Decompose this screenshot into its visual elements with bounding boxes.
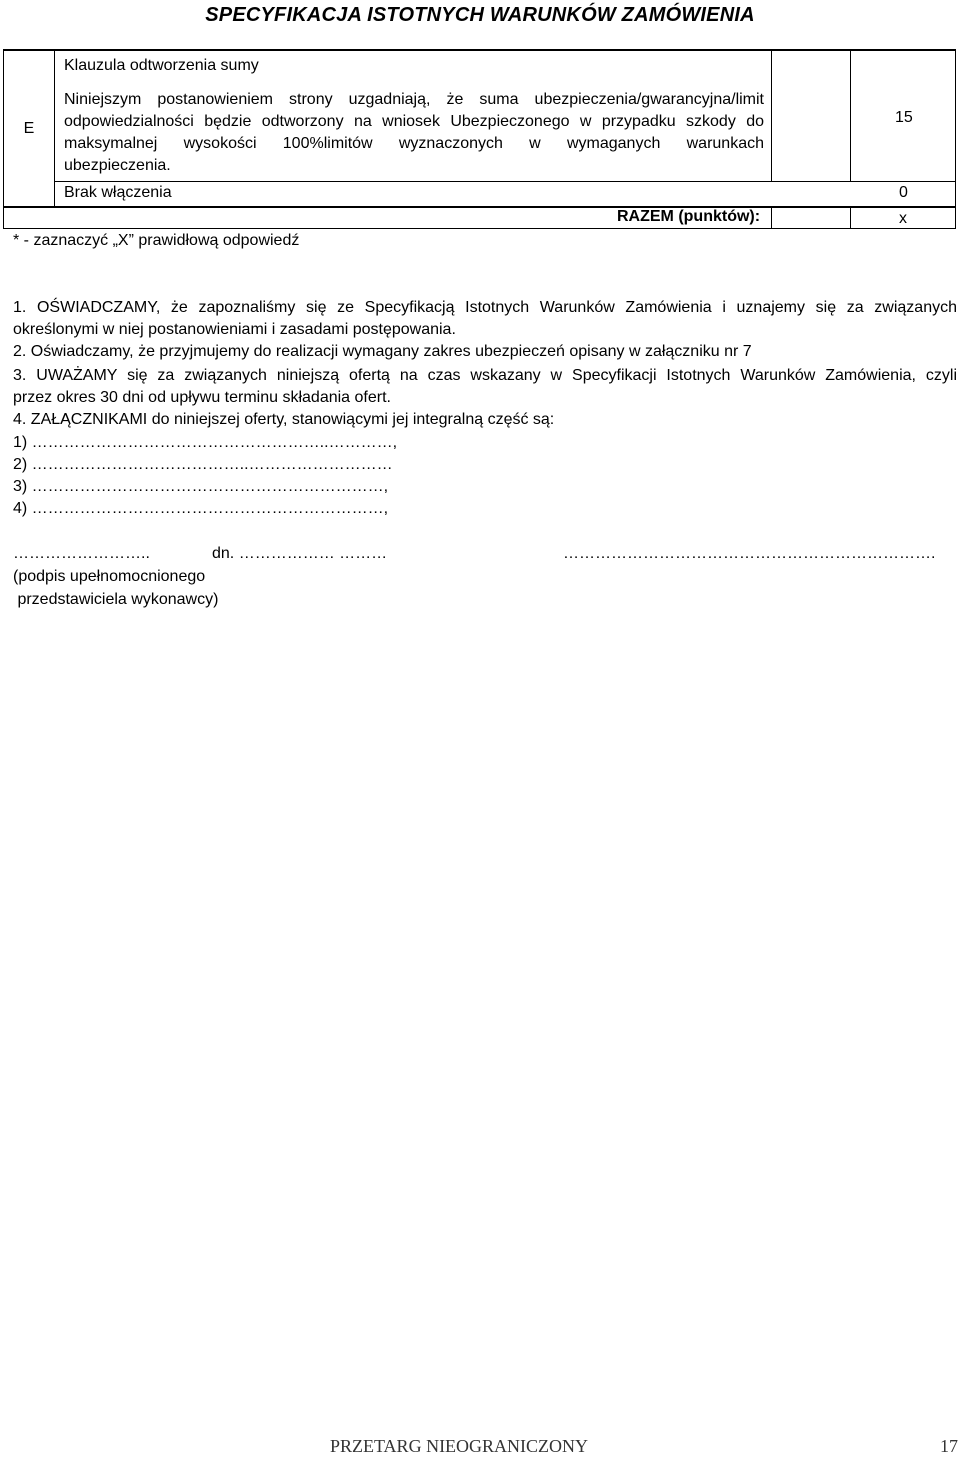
- attachment-line: 4) …………………………………………………………,: [13, 500, 389, 517]
- table-divider: [54, 51, 55, 206]
- declaration-line: 3. UWAŻAMY się za związanych niniejszą ofertą na czas wskazany w Specyfikacji Istotnych Warunków Zamówienia, czyli: [13, 367, 957, 384]
- option-label: Brak włączenia: [64, 184, 172, 201]
- clause-text-line: ubezpieczenia.: [64, 157, 171, 174]
- signature-date: dn. ……………… ………: [212, 545, 388, 562]
- declaration-1: [13, 297, 957, 341]
- clause-title: Klauzula odtworzenia sumy: [64, 57, 259, 74]
- document-footer: PRZETARG NIEOGRANICZONY: [330, 1436, 589, 1456]
- points-main: 15: [895, 109, 913, 126]
- total-value: x: [899, 210, 907, 227]
- declaration-4: 4. ZAŁĄCZNIKAMI do niniejszej oferty, stanowiącymi jej integralną część są:: [13, 411, 555, 428]
- declaration-line: określonymi w niej postanowieniami i zasadami postępowania.: [13, 321, 456, 338]
- clause-text-line: maksymalnej wysokości 100%limitów wyznaczonych w wymaganych warunkach: [64, 135, 764, 152]
- table-divider: [850, 206, 851, 229]
- declaration-line: przez okres 30 dni od upływu terminu składania ofert.: [13, 389, 391, 406]
- page-number: 17: [940, 1436, 958, 1456]
- signature-line: …………………………………………………………….: [563, 545, 936, 562]
- signature-place: ……………………..: [13, 545, 150, 562]
- declaration-line: 1. OŚWIADCZAMY, że zapoznaliśmy się ze Specyfikacją Istotnych Warunków Zamówienia i uznajemy się za związanych: [13, 299, 957, 316]
- clause-text-line: Niniejszym postanowieniem strony uzgadniają, że suma ubezpieczenia/gwarancyjna/limit: [64, 91, 764, 108]
- scoring-table: [3, 49, 956, 229]
- row-label: E: [23, 119, 35, 137]
- signature-label: (podpis upełnomocnionego: [13, 568, 206, 585]
- table-divider: [4, 206, 955, 208]
- table-divider: [850, 51, 851, 181]
- table-divider: [771, 51, 772, 181]
- signature-label: przedstawiciela wykonawcy): [13, 591, 219, 608]
- table-divider: [771, 206, 772, 229]
- declaration-2: 2. Oświadczamy, że przyjmujemy do realizacji wymagany zakres ubezpieczeń opisany w załączniku nr 7: [13, 343, 752, 360]
- option-points: 0: [899, 184, 908, 201]
- footnote: * - zaznaczyć „X” prawidłową odpowiedź: [13, 232, 300, 249]
- attachment-line: 1) ………………………………………………..…………,: [13, 434, 398, 451]
- table-divider: [55, 181, 955, 182]
- total-label: RAZEM (punktów):: [617, 208, 761, 225]
- declaration-3: [13, 365, 957, 409]
- document-header-title: SPECYFIKACJA ISTOTNYCH WARUNKÓW ZAMÓWIENIA: [205, 4, 755, 26]
- clause-text-line: odpowiedzialności będzie odtworzony na wniosek Ubezpieczonego w przypadku szkody do: [64, 113, 764, 130]
- attachment-line: 3) …………………………………………………………,: [13, 478, 389, 495]
- attachment-line: 2) …………………………………..………………………: [13, 456, 393, 473]
